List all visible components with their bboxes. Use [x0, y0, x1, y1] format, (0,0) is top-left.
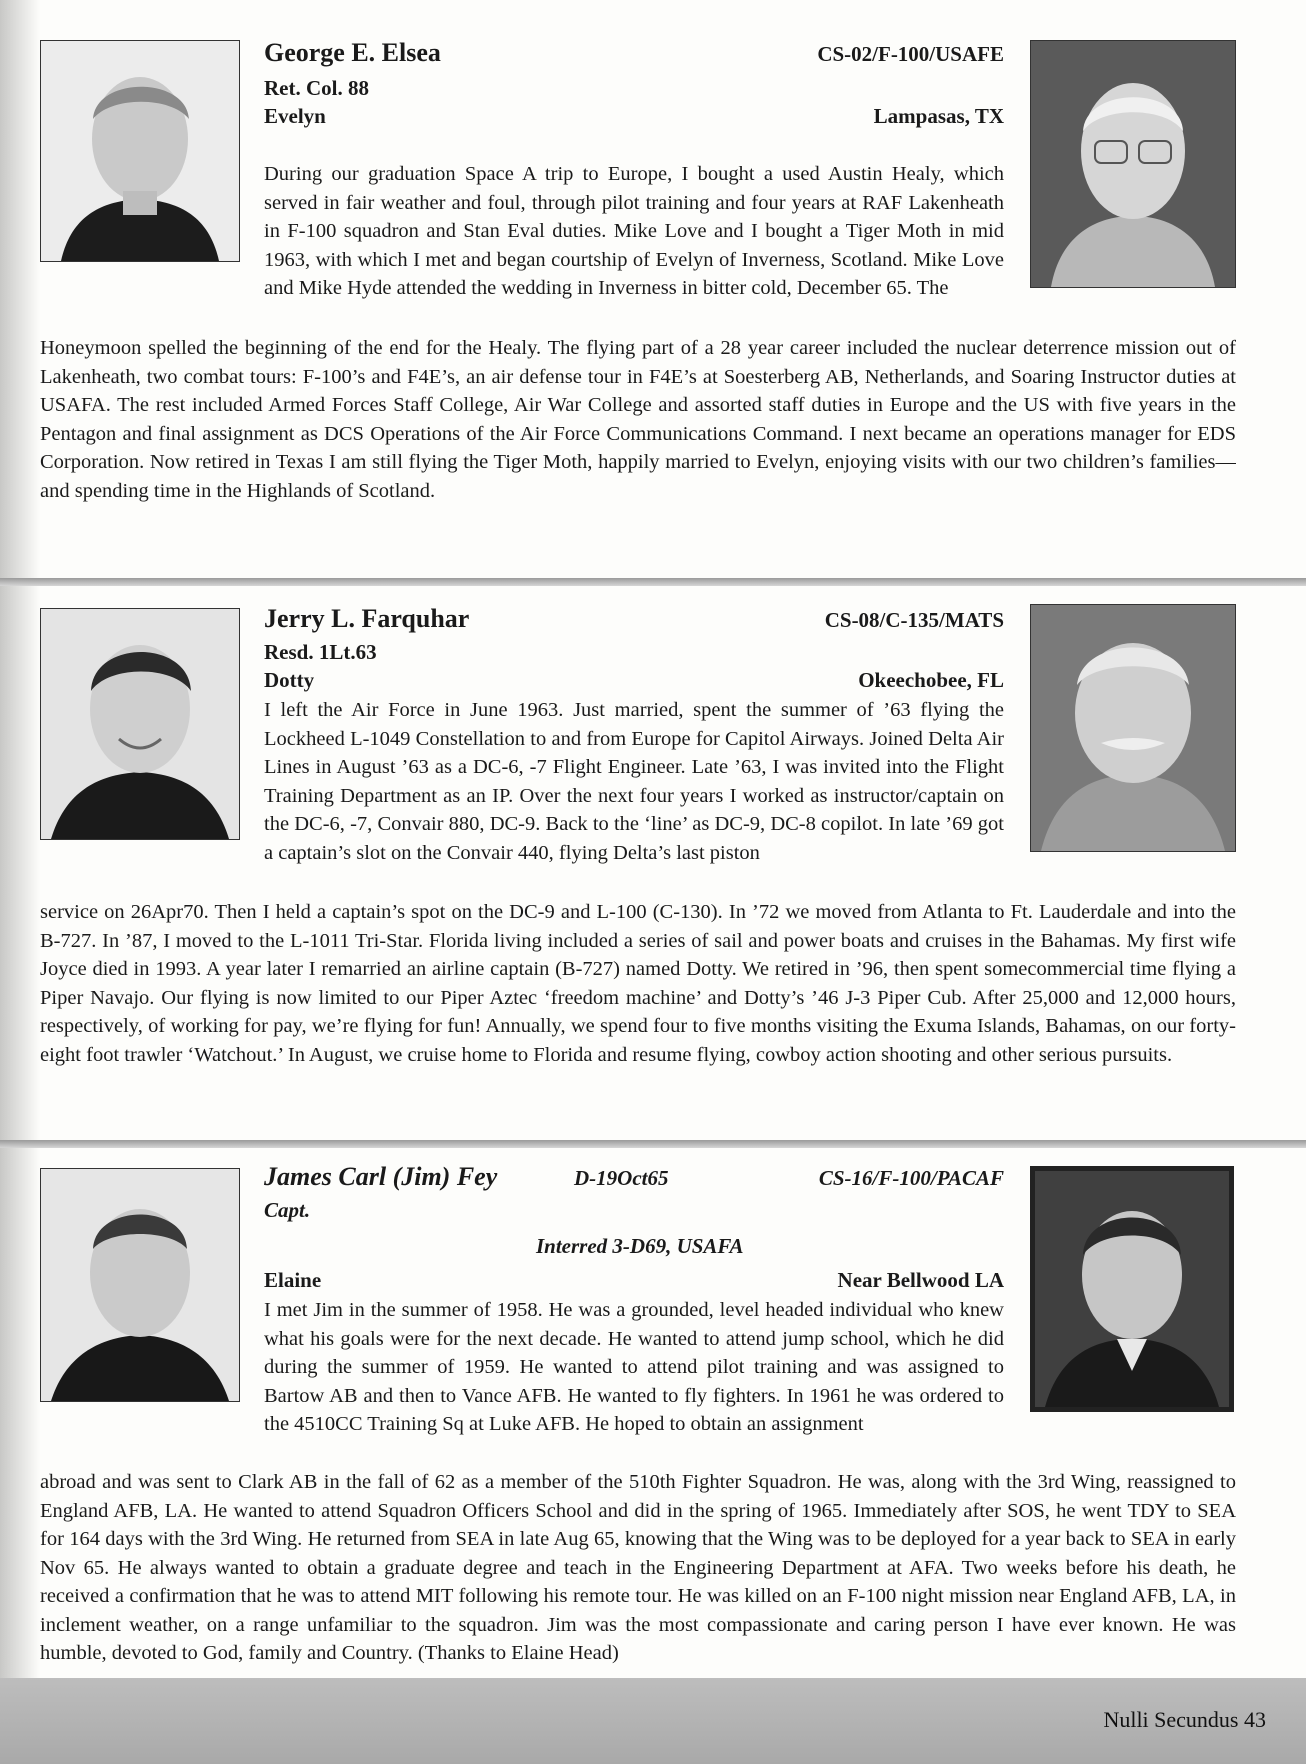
bio-wrapped: During our graduation Space A trip to Europe, I bought a used Austin Healy, which served in fair weather and foul, through pilot training and four years at RAF Lakenheath in F-100 squadron and Stan Eval duties. Mike Love and I bought a Tiger Moth in mid 1963, with which I met and began courtship of Evelyn of Inverness, Scotland. Mike Love and Mike Hyde attended the wedding in Inverness in bitter cold, December 65. The — [264, 163, 1004, 299]
profile-entry-elsea — [0, 0, 1306, 578]
cadet-photo — [40, 608, 240, 840]
page-number: Nulli Secundus 43 — [1103, 1707, 1266, 1732]
spouse-name: Evelyn — [264, 104, 326, 128]
person-name: James Carl (Jim) Fey — [264, 1162, 498, 1191]
rank: Resd. 1Lt.63 — [264, 640, 377, 664]
cadet-photo — [40, 40, 240, 262]
class-code: CS-16/F-100/PACAF — [818, 1166, 1004, 1190]
cadet-photo — [40, 1168, 240, 1402]
rank: Capt. — [264, 1198, 311, 1222]
bio-continued: Honeymoon spelled the beginning of the end for the Healy. The flying part of a 28 year career included the nuclear deterrence mission out of Lakenheath, two combat tours: F-100’s and F4E’s, an air defense tour in F4E’s at Soesterberg AB, Netherlands, and Soaring Instructor duties at USAFA. The rest included Armed Forces Staff College, Air War College and assorted staff duties in Europe and the US with five years in the Pentagon and final assignment as DCS Operations of the Air Force Communications Command. I next became an operations manager for EDS Corporation. Now retired in Texas I am still flying the Tiger Moth, happily married to Evelyn, enjoying visits with our two children’s families—and spending time in the Highlands of Scotland. — [40, 337, 1236, 502]
current-photo — [1030, 40, 1236, 288]
current-photo — [1030, 604, 1236, 852]
bio-wrapped: I met Jim in the summer of 1958. He was a grounded, level headed individual who knew what his goals were for the next decade. He wanted to attend jump school, which he did during the summer of 1959. He wanted to attend pilot training and was assigned to Bartow AB and then to Vance AFB. He wanted to fly fighters. In 1961 he was ordered to the 4510CC Training Sq at Luke AFB. He hoped to obtain an assignment — [264, 1299, 1004, 1435]
person-name: Jerry L. Farquhar — [264, 604, 470, 633]
rank: Ret. Col. 88 — [264, 76, 369, 100]
memorial-photo — [1030, 1166, 1234, 1412]
person-name: George E. Elsea — [264, 38, 441, 67]
profile-entry-fey — [0, 1146, 1306, 1678]
profile-entry-farquhar — [0, 582, 1306, 1142]
hometown: Okeechobee, FL — [858, 668, 1004, 692]
hometown: Near Bellwood LA — [837, 1268, 1004, 1292]
bio-continued: service on 26Apr70. Then I held a captain’s spot on the DC-9 and L-100 (C-130). In ’72 we moved from Atlanta to Ft. Lauderdale and into the B-727. In ’87, I moved to the L-1011 Tri-Star. Florida living included a series of sail and power boats and cruises in the Bahamas. My first wife Joyce died in 1993. A year later I remarried an airline captain (B-727) named Dotty. We retired in ’96, then spent somecommercial time flying a Piper Navajo. Our flying is now limited to our Piper Aztec ‘freedom machine’ and Dotty’s ’46 J-3 Piper Cub. After 25,000 and 12,000 hours, respectively, of working for pay, we’re flying for fun! Annually, we spend four to five months visiting the Exuma Islands, Bahamas, on our forty-eight foot trawler ‘Watchout.’ In August, we cruise home to Florida and resume flying, cowboy action shooting and other serious pursuits. — [40, 901, 1236, 1066]
interment: Interred 3-D69, USAFA — [536, 1234, 744, 1258]
hometown: Lampasas, TX — [873, 104, 1004, 128]
class-code: CS-08/C-135/MATS — [824, 608, 1004, 632]
class-code: CS-02/F-100/USAFE — [817, 42, 1004, 66]
spouse-name: Dotty — [264, 668, 315, 692]
death-date: D-19Oct65 — [574, 1166, 669, 1190]
bio-continued: abroad and was sent to Clark AB in the fall of 62 as a member of the 510th Fighter Squadron. He was, along with the 3rd Wing, reassigned to England AFB, LA. He wanted to attend Squadron Officers School and did in the spring of 1965. Immediately after SOS, he went TDY to SEA for 164 days with the 3rd Wing. He returned from SEA in late Aug 65, knowing that the Wing was to be deployed for a year back to SEA in early Nov 65. He always wanted to obtain a graduate degree and teach in the Engineering Department at AFA. Two weeks before his death, he received a confirmation that he was to attend MIT following his remote tour. He was killed on an F-100 night mission near England AFB, LA, in inclement weather, on a range unfamiliar to the squadron. Jim was the most compassionate and caring person I have ever known. He was humble, devoted to God, family and Country. (Thanks to Elaine Head) — [40, 1471, 1236, 1664]
bio-wrapped: I left the Air Force in June 1963. Just married, spent the summer of ’63 flying the Lockheed L-1049 Constellation to and from Europe for Capitol Airways. Joined Delta Air Lines in August ’63 as a DC-6, -7 Flight Engineer. Late ’63, I was invited into the Flight Training Department as an IP. Over the next four years I worked as instructor/captain on the DC-6, -7, Convair 880, DC-9. Back to the ‘line’ as DC-9, DC-8 copilot. In late ’69 got a captain’s slot on the Convair 440, flying Delta’s last piston — [264, 699, 1004, 864]
spouse-name: Elaine — [264, 1268, 322, 1292]
